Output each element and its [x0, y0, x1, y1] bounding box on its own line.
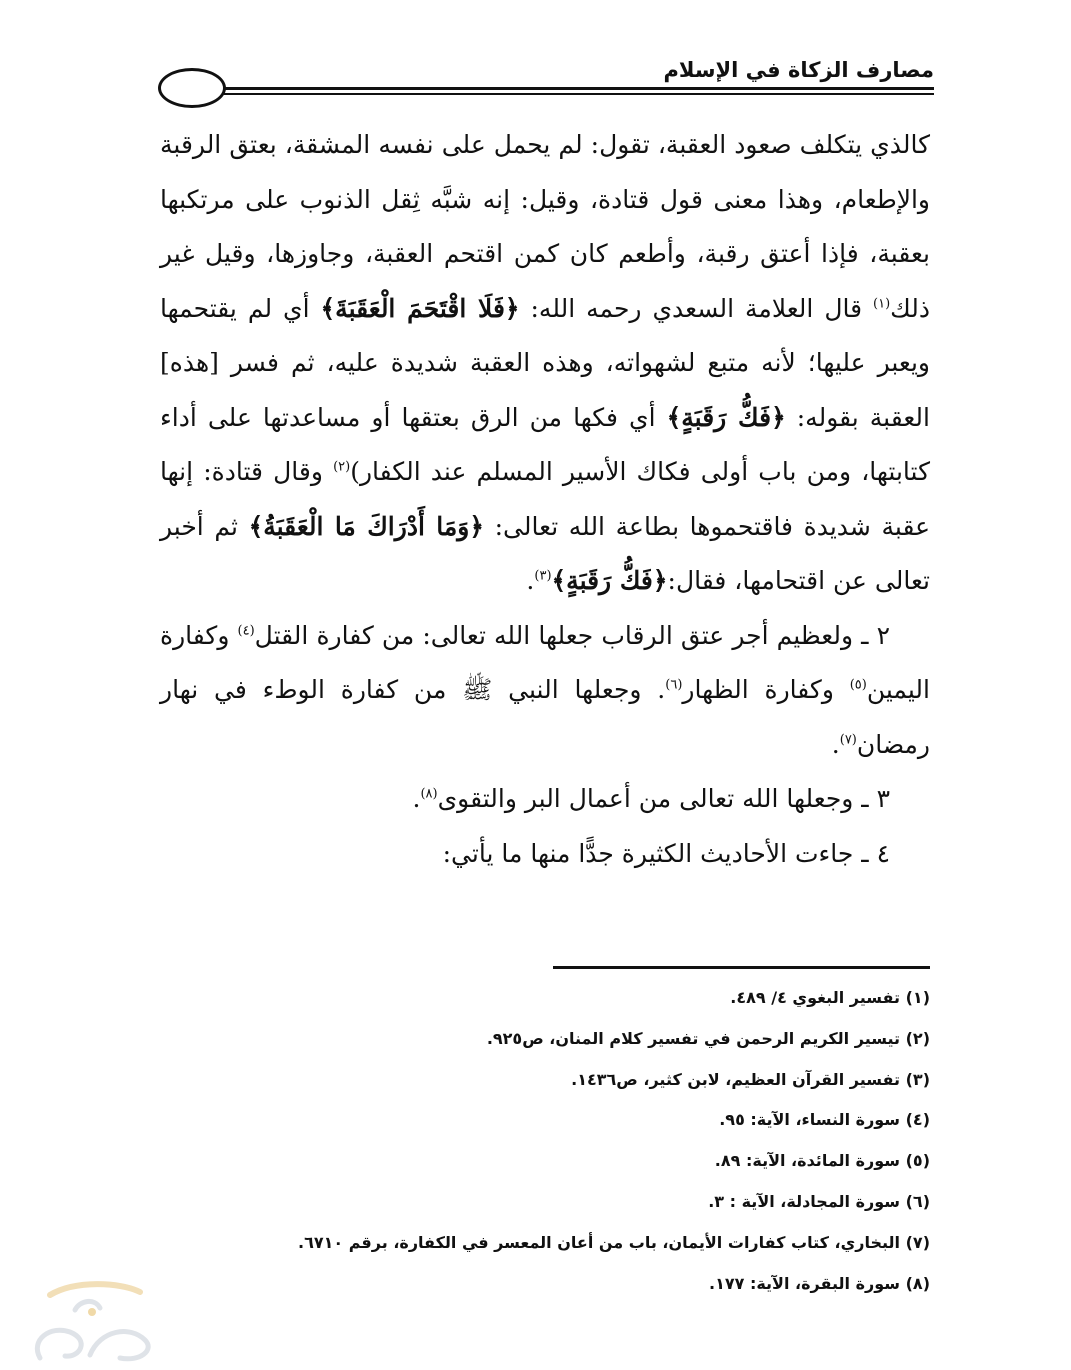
- quran-verse-4: ﴿فَكُّ رَقَبَةٍ﴾: [551, 566, 668, 595]
- footnote-separator: [553, 966, 930, 969]
- page-header: [158, 50, 934, 108]
- footnote-ref-1: (١): [873, 296, 891, 312]
- quran-verse-1: ﴿فَلَا اقْتَحَمَ الْعَقَبَةَ﴾: [320, 293, 520, 323]
- paragraph-2-text-d: . وجعلها النبي ﷺ من كفارة الوطء في نهار رمضان: [160, 675, 930, 759]
- footnote-4: (٤) سورة النساء، الآية: ٩٥.: [719, 1110, 930, 1130]
- footnote-5: (٥) سورة المائدة، الآية: ٨٩.: [714, 1151, 930, 1171]
- paragraph-2: [160, 609, 930, 773]
- header-rule-thick: [224, 87, 934, 90]
- paragraph-3-text-a: ٣ ـ وجعلها الله تعالى من أعمال البر والتقوى: [437, 784, 890, 813]
- paragraph-2-text-e: .: [831, 729, 840, 759]
- footnote-7: (٧) البخاري، كتاب كفارات الأيمان، باب من أعان المعسر في الكفارة، برقم ٦٧١٠.: [298, 1232, 930, 1252]
- footnote-ref-8: (٨): [420, 786, 438, 802]
- paragraph-4: [160, 827, 930, 882]
- paragraph-1-text-d: أي فكها من الرق بعتقها أو مساعدتها على أداء كتابتها، ومن باب أولى فكاك الأسير المسلم عند الكفار): [160, 402, 930, 486]
- paragraph-3: [160, 772, 930, 827]
- publisher-watermark-logo: [20, 1270, 165, 1365]
- footnote-ref-5: (٥): [849, 677, 867, 693]
- footnote-ref-4: (٤): [237, 623, 255, 639]
- paragraph-1-text-b: قال العلامة السعدي رحمه الله:: [519, 293, 874, 323]
- paragraph-2-text-c: وكفارة الظهار: [682, 675, 850, 704]
- paragraph-2-text-a: ٢ ـ ولعظيم أجر عتق الرقاب جعلها الله تعالى: من كفارة القتل: [254, 620, 891, 650]
- footnote-1: (١) تفسير البغوي ٤/ ٤٨٩.: [730, 988, 930, 1007]
- paragraph-3-text-b: .: [412, 784, 421, 813]
- footnote-ref-7: (٧): [839, 732, 857, 748]
- body-text: [160, 118, 930, 881]
- page-number-oval: [158, 68, 226, 108]
- paragraph-1-text-e: وقال قتادة: إنها عقبة شديدة فاقتحموها بطاعة الله تعالى:: [160, 457, 931, 541]
- header-title: مصارف الزكاة في الإسلام: [663, 58, 934, 82]
- paragraph-1-text-g: .: [526, 566, 535, 595]
- footnote-ref-6: (٦): [665, 677, 683, 693]
- paragraph-1-text-a: كالذي يتكلف صعود العقبة، تقول: لم يحمل على نفسه المشقة، بعتق الرقبة والإطعام، وهذا معنى قول قتادة، وقيل: إنه شبَّه ثِقل الذنوب على مرتكبها بعقبة، فإذا أعتق رقبة، وأطعم كان كمن اقتحم العقبة، وجاوزها، وقيل غير ذلك: [160, 130, 930, 323]
- quran-verse-2: ﴿فَكُّ رَقَبَةٍ﴾: [666, 402, 786, 432]
- footnote-6: (٦) سورة المجادلة، الآية : ٣.: [708, 1191, 930, 1211]
- paragraph-1-text-f: ثم أخبر تعالى عن اقتحامها، فقال:: [160, 511, 930, 595]
- paragraph-1: [160, 118, 930, 609]
- footnote-ref-2: (٢): [333, 459, 351, 475]
- paragraph-1-text-c: أي لم يقتحمها ويعبر عليها؛ لأنه متبع لشهواته، وهذه العقبة شديدة عليه، ثم فسر [هذه] العقبة بقوله:: [160, 293, 930, 432]
- paragraph-4-text-a: ٤ ـ جاءت الأحاديث الكثيرة جدًّا منها ما يأتي:: [442, 838, 890, 868]
- footnote-3: (٣) تفسير القرآن العظيم، لابن كثير، ص١٤٣٦.: [571, 1069, 930, 1089]
- paragraph-2-text-b: وكفارة اليمين: [160, 620, 930, 704]
- quran-verse-3: ﴿وَمَا أَدْرَاكَ مَا الْعَقَبَةُ﴾: [248, 511, 485, 541]
- footnote-8: (٨) سورة البقرة، الآية: ١٧٧.: [709, 1273, 930, 1293]
- footnote-2: (٢) تيسير الكريم الرحمن في تفسير كلام المنان، ص٩٢٥.: [486, 1028, 930, 1048]
- header-rule-thin: [224, 93, 934, 95]
- footnote-ref-3: (٣): [534, 568, 552, 584]
- footnotes: [230, 978, 930, 1304]
